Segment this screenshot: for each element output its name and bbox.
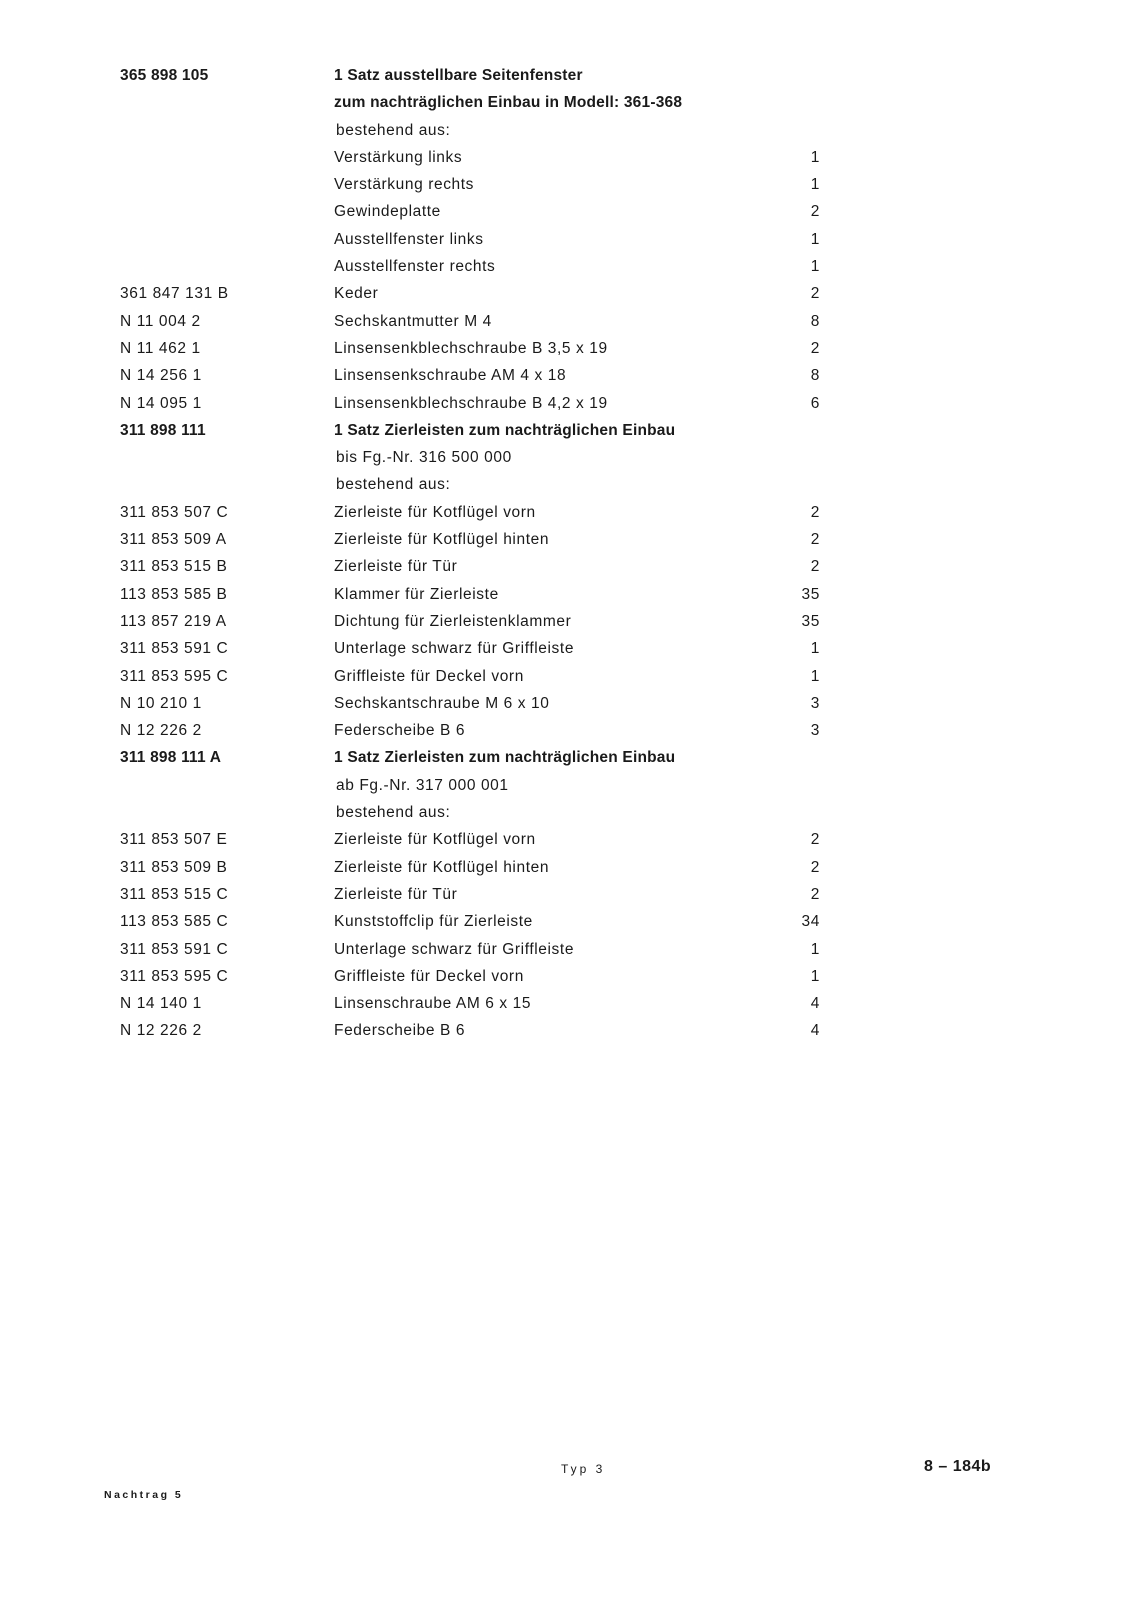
kit-header-row bbox=[120, 62, 850, 89]
part-number: N 14 140 1 bbox=[120, 995, 202, 1013]
part-quantity: 2 bbox=[810, 831, 820, 849]
part-row bbox=[120, 799, 850, 826]
part-quantity: 6 bbox=[810, 394, 820, 412]
part-row bbox=[120, 881, 850, 908]
part-number: 365 898 105 bbox=[120, 67, 209, 84]
part-quantity: 8 bbox=[810, 367, 820, 385]
part-number: 113 857 219 A bbox=[120, 612, 227, 630]
part-description: 1 Satz ausstellbare Seitenfenster bbox=[334, 67, 583, 84]
part-row bbox=[120, 826, 850, 853]
part-number: N 11 462 1 bbox=[120, 339, 201, 357]
part-number: 311 898 111 bbox=[120, 421, 206, 439]
part-description: Zierleiste für Tür bbox=[334, 558, 458, 576]
part-description: Linsensenkschraube AM 4 x 18 bbox=[334, 367, 567, 385]
part-quantity: 2 bbox=[810, 503, 820, 521]
supplement-label: Nachtrag 5 bbox=[104, 1489, 184, 1501]
part-quantity: 1 bbox=[810, 940, 820, 958]
part-description: Kunststoffclip für Zierleiste bbox=[334, 913, 533, 931]
part-description: Unterlage schwarz für Griffleiste bbox=[334, 640, 575, 658]
part-row bbox=[120, 471, 850, 498]
part-description: Ausstellfenster rechts bbox=[334, 258, 496, 276]
part-number: N 11 004 2 bbox=[120, 312, 201, 330]
part-description: Klammer für Zierleiste bbox=[334, 585, 499, 603]
part-quantity: 1 bbox=[810, 258, 820, 276]
part-number: 311 853 595 C bbox=[120, 667, 229, 685]
part-quantity: 2 bbox=[810, 339, 820, 357]
part-number: 311 853 507 C bbox=[120, 503, 229, 521]
part-description: Dichtung für Zierleistenklammer bbox=[334, 612, 572, 630]
part-row bbox=[120, 772, 850, 799]
part-number: 311 898 111 A bbox=[120, 749, 222, 767]
part-row bbox=[120, 253, 850, 280]
part-number: 311 853 507 E bbox=[120, 831, 228, 849]
part-row bbox=[120, 308, 850, 335]
part-quantity: 4 bbox=[810, 1022, 820, 1040]
part-number: N 12 226 2 bbox=[120, 1022, 202, 1040]
part-description: Federscheibe B 6 bbox=[334, 1022, 466, 1040]
part-quantity: 8 bbox=[810, 312, 820, 330]
part-row bbox=[120, 526, 850, 553]
part-number: 311 853 595 C bbox=[120, 967, 229, 985]
part-description: Zierleiste für Tür bbox=[334, 885, 458, 903]
part-row bbox=[120, 171, 850, 198]
part-description: 1 Satz Zierleisten zum nachträglichen Einbau bbox=[334, 749, 676, 767]
part-description: bis Fg.-Nr. 316 500 000 bbox=[336, 449, 512, 467]
part-description: bestehend aus: bbox=[336, 804, 451, 822]
part-quantity: 2 bbox=[810, 858, 820, 876]
footer-type-label: Typ 3 bbox=[561, 1462, 606, 1476]
part-row bbox=[120, 89, 850, 116]
part-number: 311 853 515 B bbox=[120, 558, 228, 576]
part-row bbox=[120, 635, 850, 662]
part-description: Zierleiste für Kotflügel hinten bbox=[334, 858, 550, 876]
part-description: Keder bbox=[334, 285, 379, 303]
part-row bbox=[120, 608, 850, 635]
part-description: Griffleiste für Deckel vorn bbox=[334, 667, 524, 685]
part-row bbox=[120, 553, 850, 580]
part-description: Sechskantmutter M 4 bbox=[334, 312, 492, 330]
part-quantity: 35 bbox=[801, 585, 820, 603]
part-description: bestehend aus: bbox=[336, 476, 451, 494]
part-row bbox=[120, 280, 850, 307]
part-quantity: 1 bbox=[810, 667, 820, 685]
part-number: N 12 226 2 bbox=[120, 722, 202, 740]
part-quantity: 1 bbox=[810, 230, 820, 248]
part-row bbox=[120, 390, 850, 417]
part-description: Federscheibe B 6 bbox=[334, 722, 466, 740]
part-description: Linsensenkblechschraube B 3,5 x 19 bbox=[334, 339, 608, 357]
part-description: Griffleiste für Deckel vorn bbox=[334, 967, 524, 985]
part-description: ab Fg.-Nr. 317 000 001 bbox=[336, 776, 509, 794]
part-description: Verstärkung links bbox=[334, 148, 463, 166]
part-row bbox=[120, 690, 850, 717]
part-description: bestehend aus: bbox=[336, 121, 451, 139]
kit-header-row bbox=[120, 417, 850, 444]
part-number: 311 853 509 B bbox=[120, 858, 228, 876]
part-row bbox=[120, 198, 850, 225]
part-description: Linsensenkblechschraube B 4,2 x 19 bbox=[334, 394, 608, 412]
part-quantity: 34 bbox=[801, 913, 820, 931]
part-description: Zierleiste für Kotflügel hinten bbox=[334, 531, 550, 549]
part-number: 113 853 585 C bbox=[120, 913, 229, 931]
part-quantity: 3 bbox=[810, 722, 820, 740]
part-quantity: 35 bbox=[801, 612, 820, 630]
part-row bbox=[120, 854, 850, 881]
part-row bbox=[120, 936, 850, 963]
part-row bbox=[120, 144, 850, 171]
part-row bbox=[120, 581, 850, 608]
part-quantity: 1 bbox=[810, 148, 820, 166]
part-quantity: 2 bbox=[810, 203, 820, 221]
part-number: 113 853 585 B bbox=[120, 585, 228, 603]
part-description: Gewindeplatte bbox=[334, 203, 441, 221]
part-quantity: 3 bbox=[810, 694, 820, 712]
part-row bbox=[120, 499, 850, 526]
part-number: 311 853 509 A bbox=[120, 531, 227, 549]
part-row bbox=[120, 444, 850, 471]
part-row bbox=[120, 663, 850, 690]
part-description: Unterlage schwarz für Griffleiste bbox=[334, 940, 575, 958]
part-number: N 14 256 1 bbox=[120, 367, 202, 385]
part-number: 311 853 515 C bbox=[120, 885, 229, 903]
part-description: zum nachträglichen Einbau in Modell: 361-368 bbox=[334, 94, 683, 112]
part-number: 311 853 591 C bbox=[120, 640, 229, 658]
part-description: Sechskantschraube M 6 x 10 bbox=[334, 694, 550, 712]
part-row bbox=[120, 335, 850, 362]
part-quantity: 1 bbox=[810, 640, 820, 658]
part-row bbox=[120, 226, 850, 253]
part-quantity: 1 bbox=[810, 176, 820, 194]
part-quantity: 2 bbox=[810, 531, 820, 549]
part-row bbox=[120, 990, 850, 1017]
part-row bbox=[120, 362, 850, 389]
part-number: 361 847 131 B bbox=[120, 285, 229, 303]
part-row bbox=[120, 1017, 850, 1044]
part-row bbox=[120, 963, 850, 990]
part-row bbox=[120, 908, 850, 935]
part-quantity: 2 bbox=[810, 885, 820, 903]
part-number: N 10 210 1 bbox=[120, 694, 202, 712]
part-quantity: 4 bbox=[810, 995, 820, 1013]
part-description: Ausstellfenster links bbox=[334, 230, 484, 248]
part-description: Linsenschraube AM 6 x 15 bbox=[334, 995, 532, 1013]
part-number: 311 853 591 C bbox=[120, 940, 229, 958]
part-quantity: 2 bbox=[810, 285, 820, 303]
part-row bbox=[120, 117, 850, 144]
part-description: Verstärkung rechts bbox=[334, 176, 475, 194]
kit-header-row bbox=[120, 744, 850, 771]
parts-list bbox=[120, 62, 850, 1045]
part-description: Zierleiste für Kotflügel vorn bbox=[334, 503, 536, 521]
part-row bbox=[120, 717, 850, 744]
part-number: N 14 095 1 bbox=[120, 394, 202, 412]
part-quantity: 2 bbox=[810, 558, 820, 576]
part-quantity: 1 bbox=[810, 967, 820, 985]
page-number: 8 – 184b bbox=[924, 1458, 992, 1475]
part-description: 1 Satz Zierleisten zum nachträglichen Einbau bbox=[334, 421, 676, 439]
part-description: Zierleiste für Kotflügel vorn bbox=[334, 831, 536, 849]
